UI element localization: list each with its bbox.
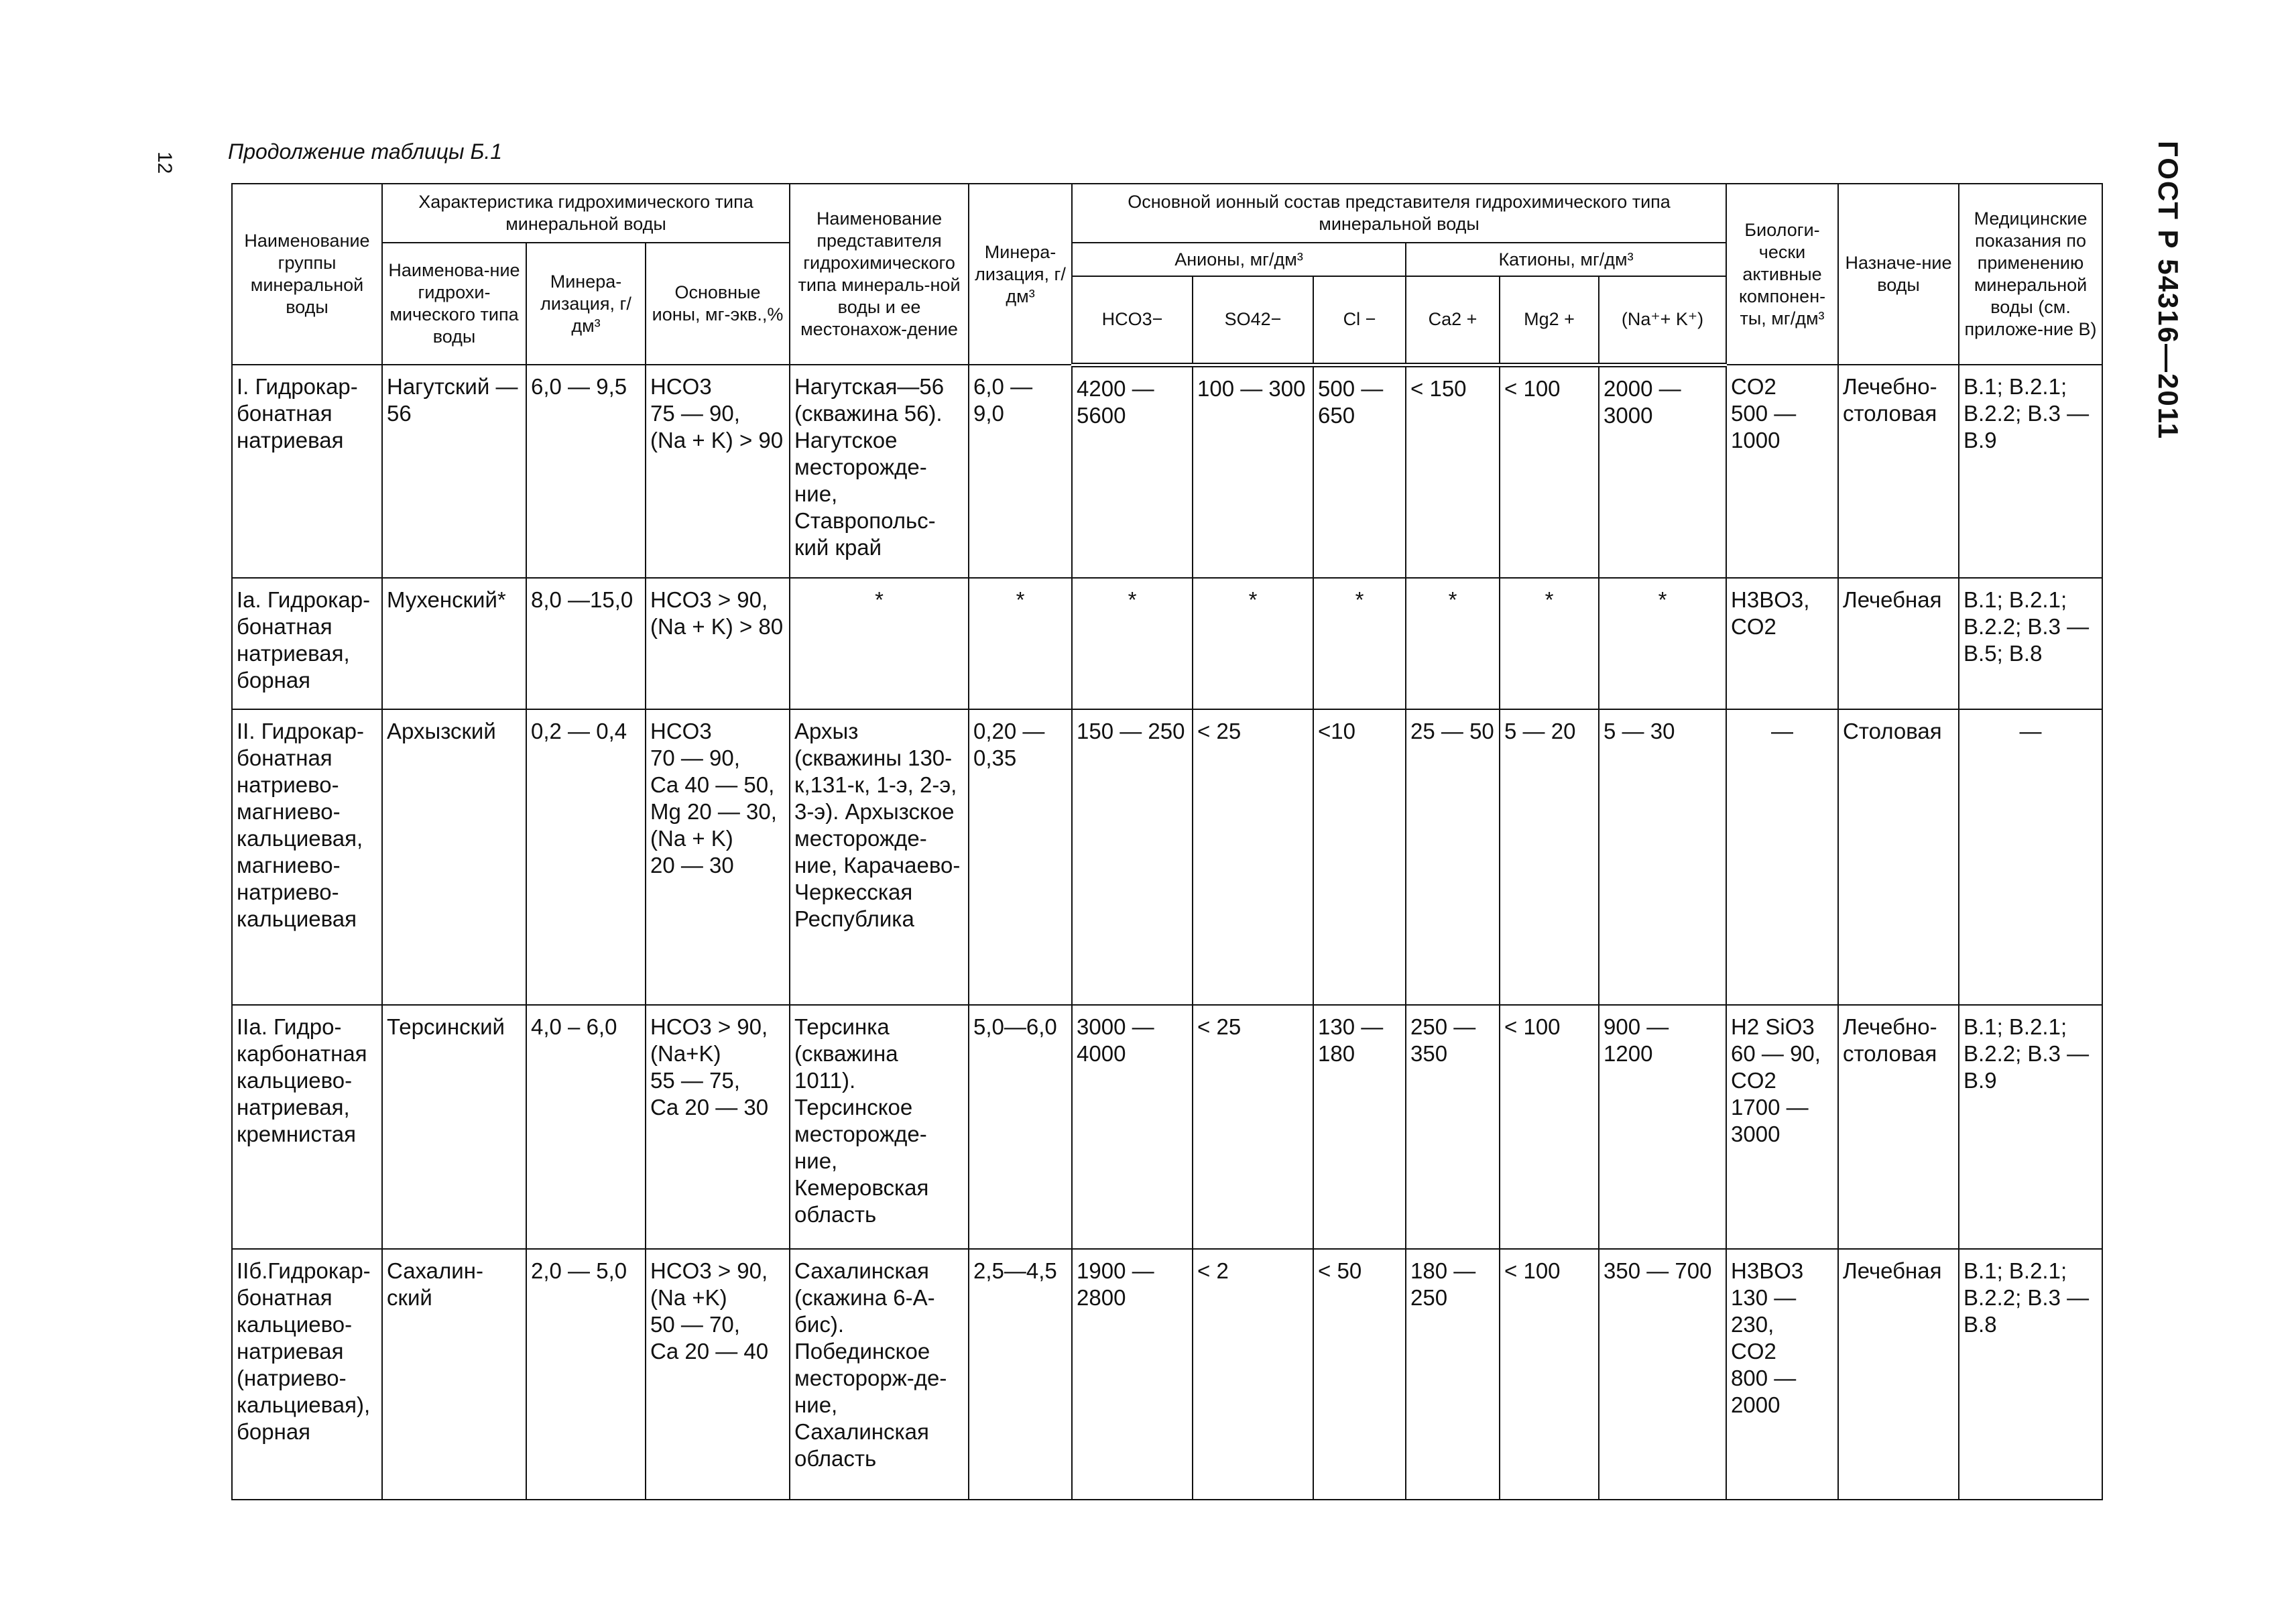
cell-mg: * <box>1500 578 1599 709</box>
cell-mineralization: 5,0—6,0 <box>969 1005 1072 1249</box>
cell-bio: H3BO3, CO2 <box>1726 578 1838 709</box>
cell-ca: < 150 <box>1406 365 1500 578</box>
cell-mineralization: * <box>969 578 1072 709</box>
cell-cl: 130 — 180 <box>1313 1005 1406 1249</box>
header-mg: Mg2 + <box>1500 276 1599 365</box>
table-row <box>232 365 2102 578</box>
cell-representative: Архыз (скважины 130-к,131-к, 1-э, 2-э, 3-э). Архызское месторожде-ние, Карачаево-Черкесская Республика <box>790 709 969 1005</box>
table-caption: Продолжение таблицы Б.1 <box>228 139 502 164</box>
cell-bio: CO2 500 — 1000 <box>1726 365 1838 578</box>
cell-bio: — <box>1726 709 1838 1005</box>
cell-nak: 5 — 30 <box>1599 709 1726 1005</box>
table-row <box>232 709 2102 1005</box>
cell-type-min: 6,0 — 9,5 <box>526 365 646 578</box>
cell-mg: < 100 <box>1500 1005 1599 1249</box>
cell-ions: HCO3 > 90, (Na + K) > 80 <box>646 578 790 709</box>
cell-nak: 2000 — 3000 <box>1599 365 1726 578</box>
cell-ions: HCO3 70 — 90, Ca 40 — 50, Mg 20 — 30, (Na + K) 20 — 30 <box>646 709 790 1005</box>
header-hco3: HCO3− <box>1072 276 1193 365</box>
cell-representative: Сахалинская (скажина 6-А-бис). Побединское месторорж-де-ние, Сахалинская область <box>790 1249 969 1500</box>
cell-hco3: 4200 — 5600 <box>1072 365 1193 578</box>
cell-cl: 500 — 650 <box>1313 365 1406 578</box>
header-medical: Медицинские показания по применению минеральной воды (см. приложе-ние В) <box>1959 184 2102 365</box>
cell-medical: В.1; В.2.1; В.2.2; В.3 — В.8 <box>1959 1249 2102 1500</box>
table-row <box>232 1249 2102 1500</box>
cell-ca: * <box>1406 578 1500 709</box>
cell-ions: HCO3 > 90, (Na+K) 55 — 75, Ca 20 — 30 <box>646 1005 790 1249</box>
cell-nak: 900 — 1200 <box>1599 1005 1726 1249</box>
cell-so4: < 25 <box>1193 1005 1313 1249</box>
header-cations: Катионы, мг/дм³ <box>1406 243 1726 276</box>
cell-type-name: Мухенский* <box>382 578 526 709</box>
cell-type-min: 2,0 — 5,0 <box>526 1249 646 1500</box>
cell-cl: < 50 <box>1313 1249 1406 1500</box>
cell-type-min: 8,0 —15,0 <box>526 578 646 709</box>
cell-type-min: 4,0 – 6,0 <box>526 1005 646 1249</box>
table-row <box>232 1005 2102 1249</box>
header-bio-components: Биологи-чески активные компонен-ты, мг/дм³ <box>1726 184 1838 365</box>
header-ion-composition: Основной ионный состав представителя гидрохимического типа минеральной воды <box>1072 184 1726 243</box>
header-purpose: Назначе-ние воды <box>1838 184 1959 365</box>
cell-purpose: Лечебно-столовая <box>1838 1005 1959 1249</box>
cell-nak: * <box>1599 578 1726 709</box>
table-row <box>232 578 2102 709</box>
header-type-name: Наименова-ние гидрохи-мического типа воды <box>382 243 526 365</box>
cell-mineralization: 2,5—4,5 <box>969 1249 1072 1500</box>
cell-medical: В.1; В.2.1; В.2.2; В.3 — В.9 <box>1959 365 2102 578</box>
header-type-mineralization: Минера-лизация, г/дм³ <box>526 243 646 365</box>
cell-bio: H2 SiO3 60 — 90, CO2 1700 — 3000 <box>1726 1005 1838 1249</box>
header-anions: Анионы, мг/дм³ <box>1072 243 1406 276</box>
cell-medical: В.1; В.2.1; В.2.2; В.3 — В.9 <box>1959 1005 2102 1249</box>
mineral-water-table <box>231 183 2103 1500</box>
header-representative: Наименование представителя гидрохимического типа минераль-ной воды и ее местонахож-дение <box>790 184 969 365</box>
cell-ions: HCO3 > 90, (Na +K) 50 — 70, Ca 20 — 40 <box>646 1249 790 1500</box>
cell-group: II. Гидрокар-бонатная натриево-магниево-кальциевая, магниево-натриево-кальциевая <box>232 709 382 1005</box>
header-mineralization: Минера-лизация, г/дм³ <box>969 184 1072 365</box>
cell-group: I. Гидрокар-бонатная натриевая <box>232 365 382 578</box>
cell-medical: В.1; В.2.1; В.2.2; В.3 — В.5; В.8 <box>1959 578 2102 709</box>
cell-hco3: 150 — 250 <box>1072 709 1193 1005</box>
header-cl: Cl − <box>1313 276 1406 365</box>
cell-type-min: 0,2 — 0,4 <box>526 709 646 1005</box>
cell-ca: 250 — 350 <box>1406 1005 1500 1249</box>
cell-purpose: Лечебная <box>1838 1249 1959 1500</box>
cell-mineralization: 6,0 — 9,0 <box>969 365 1072 578</box>
cell-group: IIа. Гидро-карбонатная кальциево-натриевая, кремнистая <box>232 1005 382 1249</box>
page-number: 12 <box>154 152 176 174</box>
cell-cl: * <box>1313 578 1406 709</box>
cell-purpose: Столовая <box>1838 709 1959 1005</box>
cell-so4: < 2 <box>1193 1249 1313 1500</box>
header-ca: Ca2 + <box>1406 276 1500 365</box>
header-nak: (Na⁺+ K⁺) <box>1599 276 1726 365</box>
cell-ca: 180 — 250 <box>1406 1249 1500 1500</box>
cell-type-name: Архызский <box>382 709 526 1005</box>
header-type-characteristic: Характеристика гидрохимического типа минеральной воды <box>382 184 790 243</box>
header-group-name: Наименование группы минеральной воды <box>232 184 382 365</box>
header-main-ions: Основные ионы, мг-экв.,% <box>646 243 790 365</box>
cell-ca: 25 — 50 <box>1406 709 1500 1005</box>
cell-group: IIб.Гидрокар-бонатная кальциево-натриевая (натриево-кальциевая), борная <box>232 1249 382 1500</box>
cell-representative: Нагутская—56 (скважина 56). Нагутское месторожде-ние, Ставропольс-кий край <box>790 365 969 578</box>
cell-nak: 350 — 700 <box>1599 1249 1726 1500</box>
cell-type-name: Сахалин-ский <box>382 1249 526 1500</box>
cell-representative: Терсинка (скважина 1011). Терсинское месторожде-ние, Кемеровская область <box>790 1005 969 1249</box>
cell-medical: — <box>1959 709 2102 1005</box>
cell-representative: * <box>790 578 969 709</box>
standard-designation: ГОСТ Р 54316—2011 <box>2153 141 2184 440</box>
cell-mg: < 100 <box>1500 1249 1599 1500</box>
cell-type-name: Терсинский <box>382 1005 526 1249</box>
cell-ions: HCO3 75 — 90, (Na + K) > 90 <box>646 365 790 578</box>
cell-group: Iа. Гидрокар-бонатная натриевая, борная <box>232 578 382 709</box>
cell-mineralization: 0,20 — 0,35 <box>969 709 1072 1005</box>
cell-mg: < 100 <box>1500 365 1599 578</box>
cell-purpose: Лечебная <box>1838 578 1959 709</box>
cell-hco3: * <box>1072 578 1193 709</box>
cell-bio: H3BO3 130 — 230, CO2 800 — 2000 <box>1726 1249 1838 1500</box>
cell-cl: <10 <box>1313 709 1406 1005</box>
cell-so4: 100 — 300 <box>1193 365 1313 578</box>
cell-hco3: 1900 — 2800 <box>1072 1249 1193 1500</box>
cell-so4: * <box>1193 578 1313 709</box>
cell-so4: < 25 <box>1193 709 1313 1005</box>
header-so4: SO42− <box>1193 276 1313 365</box>
cell-type-name: Нагутский — 56 <box>382 365 526 578</box>
cell-purpose: Лечебно-столовая <box>1838 365 1959 578</box>
cell-mg: 5 — 20 <box>1500 709 1599 1005</box>
cell-hco3: 3000 — 4000 <box>1072 1005 1193 1249</box>
